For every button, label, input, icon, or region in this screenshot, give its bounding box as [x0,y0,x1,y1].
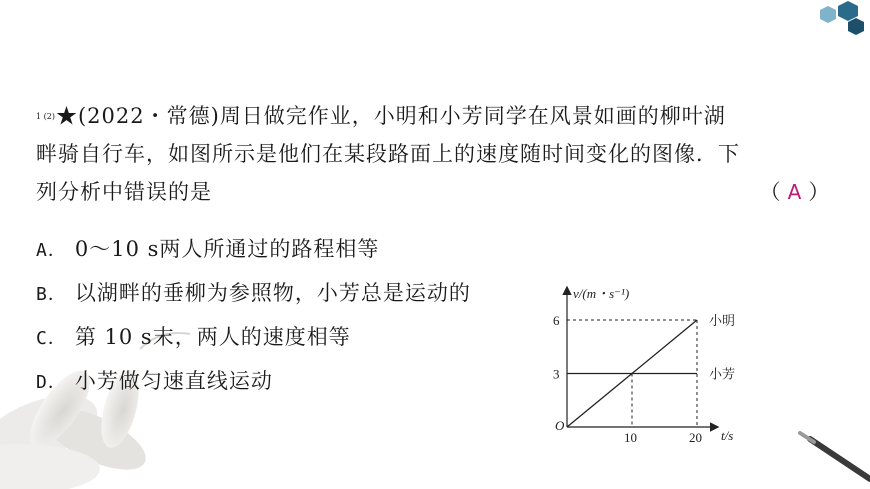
option-a [36,227,471,271]
option-text: 小芳做匀速直线运动 [74,369,273,393]
graph-marks [553,313,735,445]
option-letter: C． [36,328,67,349]
y-tick-label: 3 [553,366,560,382]
answer-value: A [787,180,803,204]
option-b [36,271,471,315]
x-tick-label: 10 [624,430,637,445]
brush-decoration [790,429,870,489]
question-source: (2022・常德) [77,104,220,128]
option-letter: B． [36,284,67,305]
option-text: 第 10 s末，两人的速度相等 [74,325,351,349]
question-stem [36,97,836,211]
x-axis-label: t/s [721,428,734,443]
option-letter: A． [36,240,67,261]
star-icon: ★ [55,104,78,128]
question-text-1: 周日做完作业，小明和小芳同学在风景如画的柳叶湖 [219,104,726,128]
origin-label: O [555,418,565,433]
x-tick-label: 20 [689,430,702,445]
option-text: 0～10 s两人所通过的路程相等 [74,237,380,261]
velocity-time-graph [545,280,770,445]
y-tick-label: 6 [553,313,560,328]
question-line-1 [36,97,836,135]
answer-slot [754,173,836,211]
option-text: 以湖畔的垂柳为参照物，小芳总是运动的 [74,281,471,305]
options-list [36,227,471,403]
y-axis-label: v/(m・s⁻¹) [573,286,630,301]
option-c [36,315,471,359]
paren-open: （ [759,180,782,204]
hexagon-decoration [790,0,870,40]
paren-close: ） [808,180,831,204]
question-line-2: 畔骑自行车，如图所示是他们在某段路面上的速度随时间变化的图像．下 [36,142,740,166]
question-line-3 [36,173,836,211]
series-label: 小芳 [709,366,736,382]
question-text-3: 列分析中错误的是 [36,180,212,204]
question-number: 1 (2) [36,112,55,121]
series-label: 小明 [709,313,736,328]
option-d [36,359,471,403]
option-letter: D． [36,372,67,393]
